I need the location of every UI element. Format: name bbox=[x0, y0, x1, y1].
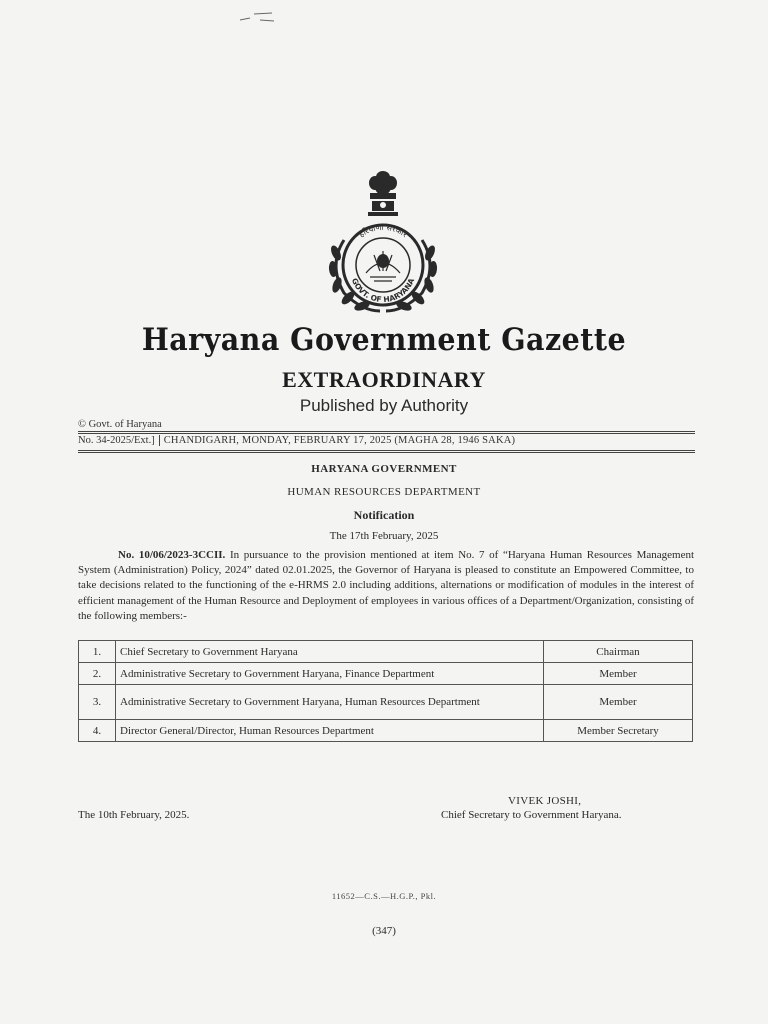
committee-role: Member Secretary bbox=[544, 720, 693, 742]
signatory-name: VIVEK JOSHI, bbox=[508, 795, 582, 807]
signatory-title: Chief Secretary to Government Haryana. bbox=[441, 809, 622, 821]
table-row bbox=[79, 641, 693, 663]
top-rule-double bbox=[78, 433, 695, 434]
published-by: Published by Authority bbox=[299, 396, 469, 415]
pen-mark bbox=[238, 8, 288, 28]
serial-number: 3. bbox=[79, 685, 116, 720]
issue-line bbox=[78, 435, 695, 446]
printer-code: 11652—C.S.—H.G.P., Pkl. bbox=[331, 891, 437, 901]
notification-text: In pursuance to the provision mentioned at item No. 7 of “Haryana Human Resources Management System (Administration) Policy, 2024” dated 02.01.2025, the Governor of Haryana is pleased to constitute an Empowered Committee, to take decisions related to the functioning of the e-HRMS 2.0 including additions, alternations or modification of modules in the interest of efficient management of the Human Resource and Deployment of employees in various offices of a Department/Organization, consisting of the following members:- bbox=[78, 549, 695, 622]
table-row bbox=[79, 663, 693, 685]
page-number: (347) bbox=[372, 925, 396, 937]
svg-text:हरियाणा सरकार: हरियाणा सरकार bbox=[357, 222, 409, 240]
serial-number: 2. bbox=[79, 663, 116, 685]
notification-body bbox=[78, 548, 694, 624]
designation: Director General/Director, Human Resources Department bbox=[116, 720, 544, 742]
top-rule bbox=[78, 431, 695, 432]
svg-text:GOVT. OF HARYANA: GOVT. OF HARYANA bbox=[349, 276, 417, 305]
notification-heading: Notification bbox=[353, 508, 415, 522]
committee-role: Member bbox=[544, 663, 693, 685]
bottom-rule-double bbox=[78, 452, 695, 453]
government-heading: HARYANA GOVERNMENT bbox=[311, 463, 457, 475]
haryana-emblem bbox=[322, 165, 444, 315]
designation: Administrative Secretary to Government Haryana, Human Resources Department bbox=[116, 685, 544, 720]
designation: Administrative Secretary to Government Haryana, Finance Department bbox=[116, 663, 544, 685]
copyright-notice: © Govt. of Haryana bbox=[78, 419, 162, 430]
notification-date: The 17th February, 2025 bbox=[329, 530, 439, 542]
table-row bbox=[79, 720, 693, 742]
committee-role: Member bbox=[544, 685, 693, 720]
table-row bbox=[79, 685, 693, 720]
committee-role: Chairman bbox=[544, 641, 693, 663]
serial-number: 4. bbox=[79, 720, 116, 742]
edition-label: EXTRAORDINARY bbox=[282, 367, 486, 392]
members-table bbox=[78, 640, 693, 742]
issue-number: No. 34-2025/Ext.] bbox=[78, 435, 160, 446]
issue-dateline: CHANDIGARH, MONDAY, FEBRUARY 17, 2025 (MAGHA 28, 1946 SAKA) bbox=[163, 435, 516, 446]
notification-number: No. 10/06/2023-3CCII. bbox=[118, 549, 226, 561]
bottom-rule bbox=[78, 450, 695, 451]
signature-date: The 10th February, 2025. bbox=[78, 809, 190, 821]
serial-number: 1. bbox=[79, 641, 116, 663]
gazette-title: Haryana Government Gazette bbox=[141, 322, 627, 358]
designation: Chief Secretary to Government Haryana bbox=[116, 641, 544, 663]
department-heading: HUMAN RESOURCES DEPARTMENT bbox=[287, 486, 481, 498]
